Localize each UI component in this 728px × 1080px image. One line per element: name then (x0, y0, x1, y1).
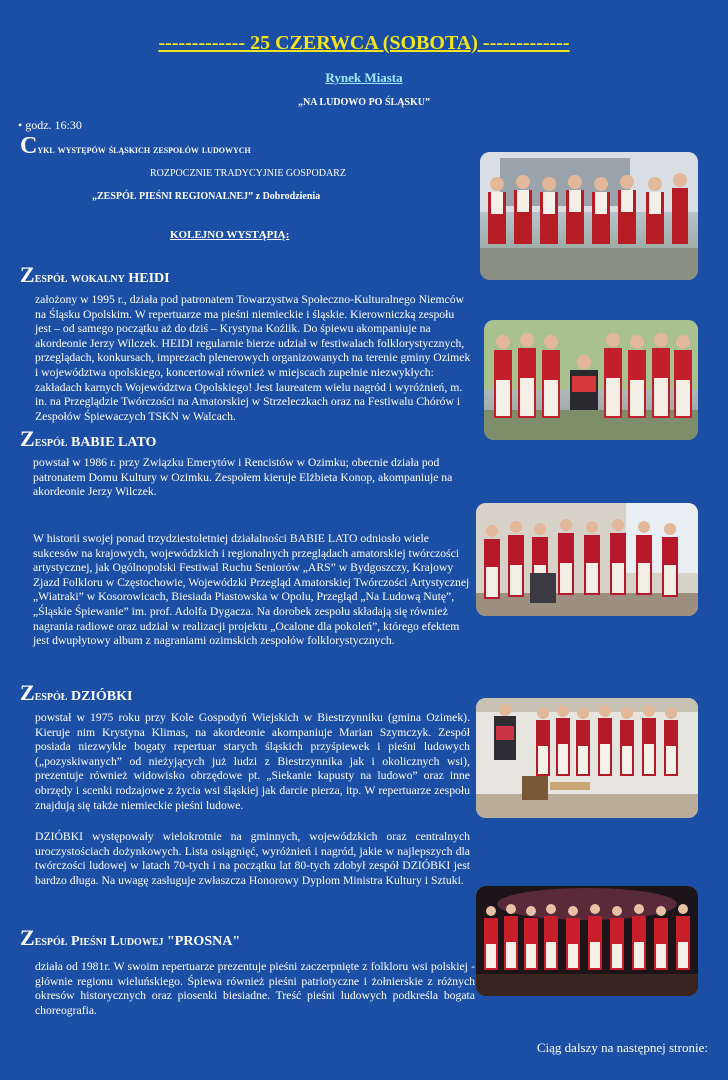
outdoor-group-with-accordion-icon (484, 320, 698, 440)
photo-heidi (484, 320, 698, 440)
event-subtitle: „NA LUDOWO PO ŚLĄSKU” (298, 97, 430, 108)
cycle-heading-initial: C (20, 133, 38, 159)
opens-label: ROZPOCZNIE TRADYCYJNIE GOSPODARZ (150, 168, 346, 179)
photo-dziobki (476, 698, 698, 818)
stage-scene-photo-icon (476, 698, 698, 818)
group-heading-initial: Z (20, 426, 35, 451)
group-heading-prosna (20, 925, 240, 951)
photo-babie-lato (476, 503, 698, 616)
group-heading-dziobki (20, 680, 132, 706)
cycle-heading (20, 133, 251, 160)
group-description-dziobki: powstał w 1975 roku przy Kole Gospodyń Wiejskich w Biestrzynniku (gmina Ozimek). Kieruje nim Krystyna Klimas, na akordeonie akompaniuje Marian Szymczyk. Zespół posiada niezwykle bogaty repertuar starych śląskich przyśpiewek i pieśni ludowych („pozyskiwanych” od nieżyjących już ludzi z Biestrzynnika jak i okolicznych wsi), prezentuje również widowisko obrzędowe pt. „Siekanie kapusty na ludowo” oraz inne obrzędy i scenki rodzajowe z życia wsi śląskiej jak darcie pierza, itp. W repertuarze zespołu znajdują się także niemieckie pieśni ludowe. (35, 711, 470, 812)
photo-prosna (476, 886, 698, 996)
group-heading-text: espół DZIÓBKI (34, 689, 133, 704)
group-description-prosna: działa od 1981r. W swoim repertuarze prezentuje pieśni zaczerpnięte z folkloru wsi polskiej - głównie regionu wieluńskiego. Śpiewa również pieśni patriotyczne i żołnierskie z różnych okresów historycznych oraz piosenki biesiadne. Treść pieśni ludowych podkreśla bogata choreografia. (35, 960, 475, 1017)
outdoor-group-photo-icon (480, 152, 698, 280)
indoor-choir-photo-icon (476, 503, 698, 616)
group-history-babie-lato: W historii swojej ponad trzydziestoletniej działalności BABIE LATO odniosło wiele sukcesów na krajowych, wojewódzkich i regionalnych przeglądach amatorskiej twórczości artystycznej, jak Ogólnopolski Festiwal Ruchu Seniorów „ARS” w Bydgoszczy, Krajowy Zjazd Folkloru w Częstochowie, Wojewódzki Przegląd Amatorskiej Twórczości Artystycznej „Wiatraki” w Kosorowicach, Biesiada Piastowska w Opolu, Przegląd „Na Ludową Nutę”, „Śląskie Śpiewanie” im. prof. Adolfa Dygacza. Na dorobek zespołu składają się również nagrania radiowe oraz udział w realizacji projektu „Ocalone dla pokoleń”, którego efektem jest dwupłytowy album z nagraniami ozimskich zespołów folklorystycznych. (33, 532, 470, 648)
group-heading-text: espół Pieśni Ludowej "PROSNA" (34, 934, 241, 949)
group-heading-babie-lato (20, 426, 156, 452)
event-date-title: ------------- 25 CZERWCA (SOBOTA) ------------- (158, 32, 570, 54)
group-heading-heidi (20, 262, 170, 288)
stage-performance-photo-icon (476, 886, 698, 996)
group-description-babie-lato: powstał w 1986 r. przy Związku Emerytów i Rencistów w Ozimku; obecnie działa pod patronatem Domu Kultury w Ozimku. Zespołem kieruje Elżbieta Konop, akompaniuje na akordeonie Jerzy Wilczek. (33, 456, 453, 499)
next-performers-heading: KOLEJNO WYSTĄPIĄ: (170, 229, 290, 241)
venue-label: Rynek Miasta (325, 70, 403, 85)
continued-note: Ciąg dalszy na następnej stronie: (536, 1040, 708, 1055)
cycle-heading-text: ykl występów śląskich zespołów ludowych (37, 142, 251, 156)
group-achievements-dziobki: DZIÓBKI występowały wielokrotnie na gminnych, wojewódzkich oraz centralnych uroczystościach dożynkowych. Lista osiągnięć, wyróżnień i nagród, jakie w najlepszych dla twórczości ludowej w latach 70-tych i na początku lat 80-tych zdobył zespół DZIÓBKI jest bardzo długa. Na uwagę zasługuje zwłaszcza Honorowy Dyplom Ministra Kultury i Sztuki. (35, 830, 470, 887)
photo-gospodarz-outdoor (480, 152, 698, 280)
first-group-name: „ZESPÓŁ PIEŚNI REGIONALNEJ” z Dobrodzienia (92, 191, 321, 202)
group-heading-initial: Z (20, 262, 35, 287)
group-heading-text: espół wokalny HEIDI (34, 271, 170, 286)
group-heading-text: espół BABIE LATO (34, 435, 157, 450)
group-description-heidi: założony w 1995 r., działa pod patronatem Towarzystwa Społeczno-Kulturalnego Niemców na Śląsku Opolskim. W repertuarze ma pieśni niemieckie i śląskie. Kierowniczką zespołu jest – od samego początku aż do dziś – Krystyna Koźlik. Do śpiewu akompaniuje na akordeonie Jerzy Wilczek. HEIDI regularnie bierze udział w festiwalach folklorystycznych, przeglądach, konkursach, imprezach plenerowych organizowanych na terenie gminy Ozimek i województwa opolskiego, koncertował również w miejscach zupełnie niezwykłych: zakładach karnych Województwa Opolskiego! Jest laureatem wielu nagród i wyróżnień, m. in. na Przeglądzie Twórczości na Amatorskiej w Strzeleczkach oraz na Festiwalu Chórów i Zespołów Śpiewaczych TSKN w Walcach. (35, 293, 471, 423)
group-heading-initial: Z (20, 680, 35, 705)
event-time: • godz. 16:30 (18, 118, 82, 132)
group-heading-initial: Z (20, 925, 35, 950)
